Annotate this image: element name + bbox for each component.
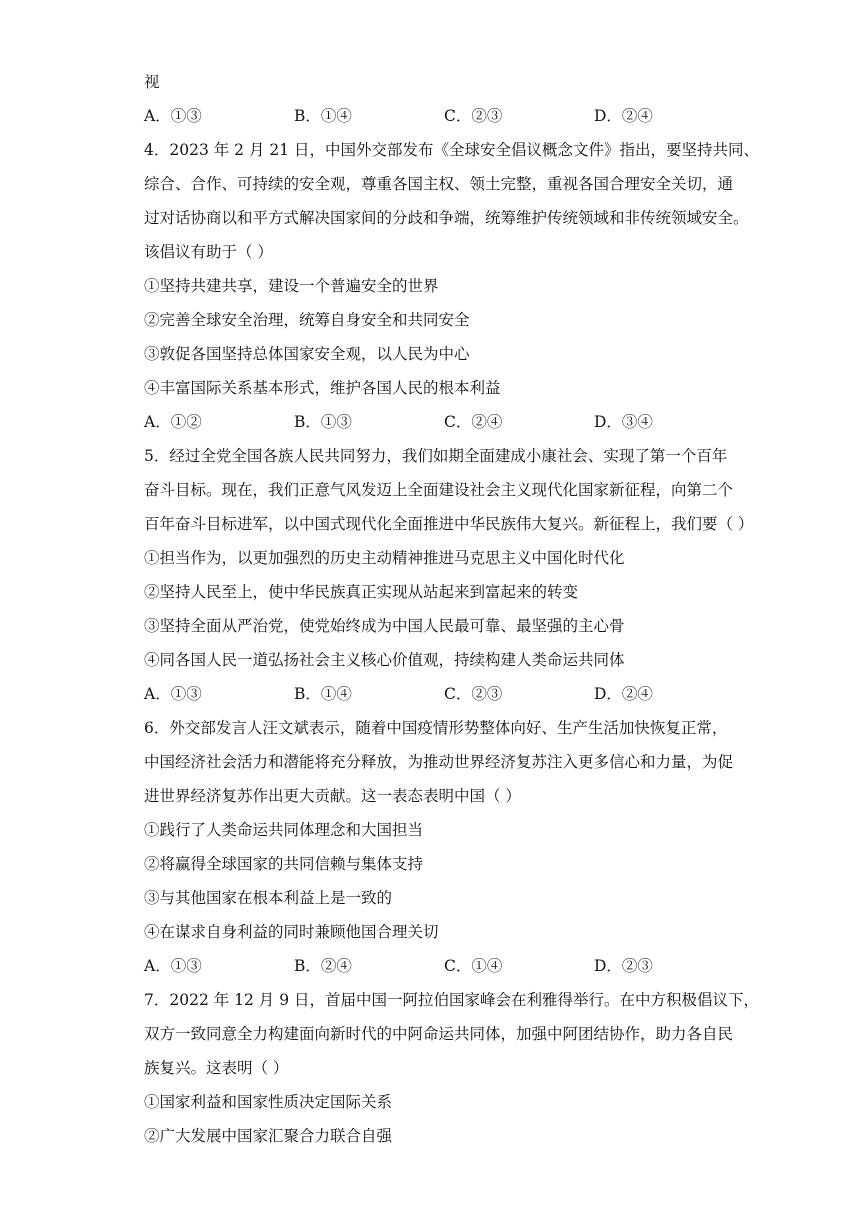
q5-option-b[interactable]: B．①④ [294, 685, 352, 703]
q5-stem-line: 5．经过全党全国各族人民共同努力，我们如期全面建成小康社会、实现了第一个百年 [144, 447, 728, 465]
q6-option-a[interactable]: A．①③ [144, 957, 202, 975]
q4-stem-line: 过对话协商以和平方式解决国家间的分歧和争端，统筹维护传统领域和非传统领域安全。 [144, 209, 749, 227]
q6-options [144, 956, 704, 976]
q4-item-2: ②完善全球安全治理，统筹自身安全和共同安全 [144, 311, 470, 329]
q7-stem-line: 族复兴。这表明（ ） [144, 1059, 289, 1077]
continued-line: 视 [144, 73, 160, 91]
q6-option-c[interactable]: C．①④ [444, 957, 503, 975]
q3-option-c[interactable]: C．②③ [444, 107, 503, 125]
q5-item-3: ③坚持全面从严治党，使党始终成为中国人民最可靠、最坚强的主心骨 [144, 617, 625, 635]
q5-stem-line: 百年奋斗目标进军，以中国式现代化全面推进中华民族伟大复兴。新征程上，我们要（ ） [144, 515, 754, 533]
q4-option-a[interactable]: A．①② [144, 413, 202, 431]
q7-stem-line: 7．2022 年 12 月 9 日，首届中国一阿拉伯国家峰会在利雅得举行。在中方积极倡议下， [144, 991, 760, 1009]
q7-item-1: ①国家利益和国家性质决定国际关系 [144, 1093, 393, 1111]
q5-item-4: ④同各国人民一道弘扬社会主义核心价值观，持续构建人类命运共同体 [144, 651, 625, 669]
q4-item-3: ③敦促各国坚持总体国家安全观，以人民为中心 [144, 345, 470, 363]
q3-option-b[interactable]: B．①④ [294, 107, 352, 125]
q5-options [144, 684, 704, 704]
q4-stem-line: 4．2023 年 2 月 21 日，中国外交部发布《全球安全倡议概念文件》指出，要坚持共同、 [144, 141, 760, 159]
q6-item-2: ②将赢得全球国家的共同信赖与集体支持 [144, 855, 424, 873]
q6-option-b[interactable]: B．②④ [294, 957, 352, 975]
q3-option-d[interactable]: D．②④ [594, 107, 653, 125]
q4-item-1: ①坚持共建共享，建设一个普遍安全的世界 [144, 277, 439, 295]
q7-item-2: ②广大发展中国家汇聚合力联合自强 [144, 1127, 393, 1145]
q4-item-4: ④丰富国际关系基本形式，维护各国人民的根本利益 [144, 379, 501, 397]
q6-stem-line: 中国经济社会活力和潜能将充分释放，为推动世界经济复苏注入更多信心和力量，为促 [144, 753, 734, 771]
q5-option-d[interactable]: D．②④ [594, 685, 653, 703]
q5-option-c[interactable]: C．②③ [444, 685, 503, 703]
q4-stem-line: 综合、合作、可持续的安全观，尊重各国主权、领土完整，重视各国合理安全关切，通 [144, 175, 734, 193]
q4-options [144, 412, 704, 432]
q3-options [144, 106, 704, 126]
q5-item-1: ①担当作为，以更加强烈的历史主动精神推进马克思主义中国化时代化 [144, 549, 625, 567]
q6-item-4: ④在谋求自身利益的同时兼顾他国合理关切 [144, 923, 439, 941]
q6-stem-line: 6．外交部发言人汪文斌表示，随着中国疫情形势整体向好、生产生活加快恢复正常， [144, 719, 728, 737]
q5-option-a[interactable]: A．①③ [144, 685, 202, 703]
q5-item-2: ②坚持人民至上，使中华民族真正实现从站起来到富起来的转变 [144, 583, 579, 601]
q5-stem-line: 奋斗目标。现在，我们正意气风发迈上全面建设社会主义现代化国家新征程，向第二个 [144, 481, 734, 499]
q4-option-d[interactable]: D．③④ [594, 413, 653, 431]
q6-option-d[interactable]: D．②③ [594, 957, 653, 975]
q4-option-c[interactable]: C．②④ [444, 413, 503, 431]
q4-stem-line: 该倡议有助于（ ） [144, 243, 273, 261]
q6-item-1: ①践行了人类命运共同体理念和大国担当 [144, 821, 424, 839]
q7-stem-line: 双方一致同意全力构建面向新时代的中阿命运共同体，加强中阿团结协作，助力各自民 [144, 1025, 734, 1043]
q3-option-a[interactable]: A．①③ [144, 107, 202, 125]
q4-option-b[interactable]: B．①③ [294, 413, 352, 431]
q6-item-3: ③与其他国家在根本利益上是一致的 [144, 889, 393, 907]
q6-stem-line: 进世界经济复苏作出更大贡献。这一表态表明中国（ ） [144, 787, 521, 805]
